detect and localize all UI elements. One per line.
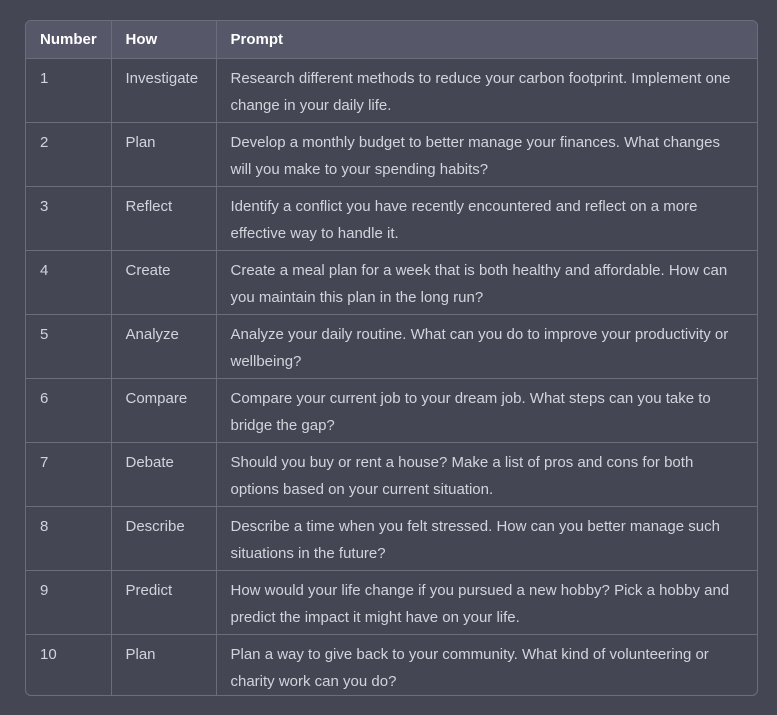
cell-how: Investigate	[111, 58, 216, 122]
table-row	[26, 570, 757, 634]
cell-how: Reflect	[111, 186, 216, 250]
cell-number: 1	[40, 69, 49, 87]
cell-number: 8	[40, 517, 49, 535]
cell-prompt: Should you buy or rent a house? Make a list of pros and cons for both options based on your current situation.	[216, 442, 757, 506]
cell-how: Plan	[111, 634, 216, 696]
table-row	[26, 122, 757, 186]
cell-how: Compare	[111, 378, 216, 442]
cell-number: 10	[40, 645, 57, 663]
table-row	[26, 250, 757, 314]
table-body	[26, 58, 757, 696]
prompts-table-container	[25, 20, 758, 696]
cell-prompt: Analyze your daily routine. What can you do to improve your productivity or wellbeing?	[216, 314, 757, 378]
cell-number: 5	[40, 325, 49, 343]
cell-how: Analyze	[111, 314, 216, 378]
cell-how: Predict	[111, 570, 216, 634]
cell-how: Create	[111, 250, 216, 314]
cell-prompt: Develop a monthly budget to better manage your finances. What changes will you make to your spending habits?	[216, 122, 757, 186]
prompts-table	[26, 21, 757, 696]
table-row	[26, 506, 757, 570]
column-header-prompt: Prompt	[216, 21, 757, 58]
column-header-how: How	[111, 21, 216, 58]
cell-number: 2	[40, 133, 49, 151]
cell-prompt: Plan a way to give back to your community. What kind of volunteering or charity work can you do?	[216, 634, 757, 696]
column-header-number: Number	[40, 30, 97, 48]
cell-number: 4	[40, 261, 49, 279]
cell-how: Plan	[111, 122, 216, 186]
table-row	[26, 186, 757, 250]
cell-how: Describe	[111, 506, 216, 570]
table-row	[26, 314, 757, 378]
cell-number: 7	[40, 453, 49, 471]
table-row	[26, 634, 757, 696]
cell-prompt: Identify a conflict you have recently encountered and reflect on a more effective way to handle it.	[216, 186, 757, 250]
cell-number: 6	[40, 389, 49, 407]
table-header-row	[26, 21, 757, 58]
cell-number: 9	[40, 581, 49, 599]
cell-number: 3	[40, 197, 49, 215]
cell-prompt: Create a meal plan for a week that is both healthy and affordable. How can you maintain this plan in the long run?	[216, 250, 757, 314]
cell-prompt: Compare your current job to your dream job. What steps can you take to bridge the gap?	[216, 378, 757, 442]
cell-prompt: How would your life change if you pursued a new hobby? Pick a hobby and predict the impact it might have on your life.	[216, 570, 757, 634]
table-header	[26, 21, 757, 58]
cell-prompt: Research different methods to reduce your carbon footprint. Implement one change in your daily life.	[216, 58, 757, 122]
cell-how: Debate	[111, 442, 216, 506]
table-row	[26, 58, 757, 122]
cell-prompt: Describe a time when you felt stressed. How can you better manage such situations in the future?	[216, 506, 757, 570]
table-row	[26, 378, 757, 442]
table-row	[26, 442, 757, 506]
